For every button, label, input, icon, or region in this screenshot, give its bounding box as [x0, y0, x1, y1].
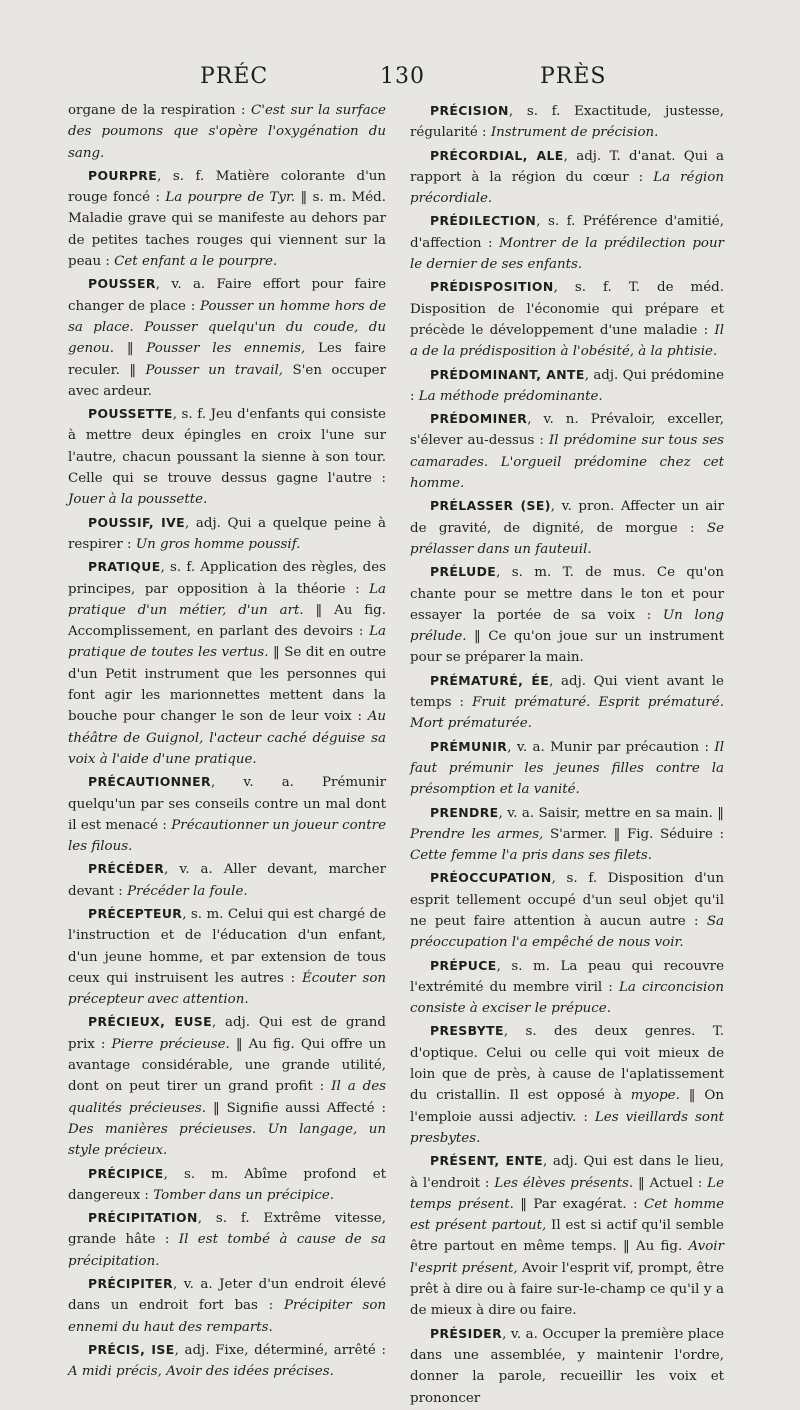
- dictionary-entry: [68, 903, 386, 1010]
- headword: PRÉDILECTION: [430, 213, 537, 229]
- headword: PRÉLASSER (SE): [430, 498, 551, 514]
- definition-text: Les faire reculer. ‖: [68, 341, 386, 378]
- example-text: La région précordiale.: [410, 169, 724, 207]
- left-column: [68, 100, 386, 1384]
- dictionary-entry: [68, 1339, 386, 1383]
- dictionary-entry: [68, 100, 386, 164]
- example-text: La méthode prédominante.: [418, 388, 603, 404]
- example-text: Le temps présent.: [410, 1175, 724, 1212]
- example-text: Cet homme est présent partout,: [410, 1196, 724, 1234]
- definition-text: Il est si actif qu'il semble être partout en même temps. ‖ Au fig.: [410, 1218, 724, 1255]
- example-text: Il a des qualités précieuses.: [68, 1079, 386, 1116]
- dictionary-entry: [410, 955, 724, 1020]
- example-text: Un gros homme poussif.: [135, 536, 301, 552]
- example-text: Prendre les armes,: [410, 826, 544, 842]
- headword: PRÉOCCUPATION: [430, 870, 552, 886]
- running-header: [0, 64, 800, 100]
- definition-text: , v. a. Faire effort pour faire changer de place :: [68, 277, 386, 314]
- example-text: Écouter son précepteur avec attention.: [68, 970, 386, 1008]
- headword: PRATIQUE: [88, 559, 161, 575]
- dictionary-entry: [410, 867, 724, 953]
- definition-text: , s. f. Exactitude, justesse, régularité :: [410, 104, 724, 141]
- page-number: 130: [380, 64, 425, 89]
- definition-text: , adj. Qui vient avant le temps :: [410, 673, 724, 711]
- definition-text: S'en occuper avec ardeur.: [68, 362, 386, 399]
- example-text: Des manières précieuses. Un langage, un style précieux.: [68, 1121, 386, 1159]
- example-text: Cet enfant a le pourpre.: [114, 254, 278, 270]
- example-text: Les élèves présents.: [494, 1175, 634, 1191]
- headword: PRÉMATURÉ, ÉE: [430, 672, 550, 688]
- dictionary-entry: [68, 1163, 386, 1207]
- dictionary-entry: [410, 1150, 724, 1321]
- example-text: Cette femme l'a pris dans ses filets.: [410, 848, 653, 864]
- example-text: Précéder la foule.: [127, 883, 248, 899]
- example-text: Pousser les ennemis,: [146, 341, 306, 357]
- headword: PRESBYTE: [430, 1023, 504, 1039]
- definition-text: , adj. Qui est de grand prix :: [68, 1015, 386, 1052]
- headword: PRÉCIEUX, EUSE: [88, 1014, 212, 1030]
- definition-text: ‖ On l'emploie aussi adjectiv. :: [410, 1088, 724, 1125]
- headword: PRÉCISION: [430, 103, 509, 118]
- definition-text: , s. m. La peau qui recouvre l'extrémité du membre viril :: [410, 958, 724, 995]
- definition-text: Avoir l'esprit vif, prompt, être prêt à dire ou à faire sur-le-champ ce qu'il y a de mieux à dire ou faire.: [410, 1260, 725, 1319]
- definition-text: ‖ Au fig. Qui offre un avantage considérable, une grande utilité, dont on peut tirer un grand profit :: [68, 1036, 386, 1095]
- definition-text: , adj. T. d'anat. Qui a rapport à la région du cœur :: [410, 148, 724, 185]
- definition-text: , v. a. Munir par précaution :: [507, 739, 715, 755]
- definition-text: , s. m. Celui qui est chargé de l'instruction et de l'éducation d'un enfant, d'un jeune homme, et par extension de tous ceux qui instruisent les autres :: [68, 906, 386, 986]
- example-text: La pratique de toutes les vertus.: [68, 624, 386, 661]
- headword: PRÉCIPITER: [88, 1276, 173, 1292]
- example-text: myope.: [630, 1088, 680, 1104]
- dictionary-entry: [410, 670, 724, 735]
- example-text: Il faut prémunir les jeunes filles contre la présomption et la vanité.: [410, 739, 724, 798]
- example-text: Tomber dans un précipice.: [153, 1187, 335, 1203]
- definition-text: , s. des deux genres. T. d'optique. Celui ou celle qui voit mieux de loin que de près, à cause de l'aplatissement du cristallin. Il est opposé à: [410, 1024, 724, 1104]
- dictionary-entry: [68, 1273, 386, 1338]
- dictionary-entry: [410, 364, 724, 408]
- example-text: Il est tombé à cause de sa précipitation.: [68, 1232, 386, 1269]
- example-text: A midi précis, Avoir des idées précises.: [68, 1364, 334, 1380]
- dictionary-entry: [68, 858, 386, 902]
- definition-text: ‖ Se dit en outre d'un Petit instrument que les personnes qui font agir les marionnettes mettent dans la bouche pour changer le son de leur voix :: [68, 645, 386, 725]
- dictionary-entry: [410, 561, 724, 668]
- headword: PRÉPUCE: [430, 957, 497, 973]
- definition-text: , v. pron. Affecter un air de gravité, de dignité, de morgue :: [410, 499, 724, 536]
- example-text: Pierre précieuse.: [111, 1036, 230, 1052]
- definition-text: ‖ s. m. Méd. Maladie grave qui se manifeste au dehors par de petites taches rouges qui viennent sur la peau :: [68, 190, 386, 270]
- headword: PRÉCEPTEUR: [88, 905, 183, 921]
- dictionary-entry: [410, 408, 724, 494]
- definition-text: , s. f. T. de méd. Disposition de l'économie qui prépare et précède le développement d'une maladie :: [410, 280, 724, 338]
- headword: POUSSER: [88, 276, 156, 292]
- example-text: Au théâtre de Guignol, l'acteur caché déguise sa voix à l'aide d'une pratique.: [68, 709, 386, 767]
- definition-text: , s. f. Matière colorante d'un rouge foncé :: [68, 168, 386, 206]
- example-text: Montrer de la prédilection pour le dernier de ses enfants.: [410, 235, 724, 273]
- dictionary-entry: [410, 210, 724, 275]
- definition-text: , s. m. T. de mus. Ce qu'on chante pour se mettre dans le ton et pour essayer la portée de sa voix :: [410, 565, 724, 623]
- definition-text: , s. m. Abîme profond et dangereux :: [68, 1166, 386, 1203]
- definition-text: ‖ Actuel :: [633, 1175, 708, 1191]
- example-text: Il prédomine sur tous ses camarades. L'orgueil prédomine chez cet homme.: [410, 433, 724, 492]
- definition-text: ‖ Par exagérat. :: [513, 1196, 644, 1212]
- dictionary-entry: [410, 1323, 724, 1409]
- headword: PRÉCIS, ISE: [88, 1341, 175, 1357]
- dictionary-entry: [410, 100, 724, 144]
- definition-text: , adj. Qui a quelque peine à respirer :: [68, 515, 386, 552]
- example-text: La pourpre de Tyr.: [165, 190, 296, 206]
- dictionary-entry: [68, 556, 386, 770]
- definition-text: , adj. Qui est dans le lieu, à l'endroit :: [410, 1154, 724, 1191]
- example-text: Se prélasser dans un fauteuil.: [410, 520, 724, 557]
- dictionary-entry: [410, 145, 724, 210]
- definition-text: S'armer. ‖ Fig. Séduire :: [543, 826, 724, 842]
- dictionary-entry: [68, 512, 386, 556]
- example-text: Pousser un travail,: [145, 362, 284, 378]
- definition-text: ‖ Au fig. Accomplissement, en parlant des devoirs :: [68, 602, 386, 640]
- definition-text: organe de la respiration :: [68, 103, 252, 118]
- example-text: C'est sur la surface des poumons que s'opère l'oxygénation du sang.: [68, 103, 386, 161]
- definition-text: , v. a. Saisir, mettre en sa main. ‖: [498, 805, 724, 821]
- definition-text: , v. a. Occuper la première place dans une assemblée, y maintenir l'ordre, donner la parole, recueillir les voix et prononcer: [410, 1326, 724, 1406]
- definition-text: , v. a. Aller devant, marcher devant :: [68, 862, 386, 899]
- headword: PRÉCIPICE: [88, 1165, 164, 1181]
- example-text: Les vieillards sont presbytes.: [410, 1109, 724, 1146]
- dictionary-entry: [68, 273, 386, 402]
- example-text: Avoir l'esprit présent,: [410, 1239, 724, 1276]
- definition-text: , s. f. Application des règles, des principes, par opposition à la théorie :: [68, 560, 386, 597]
- header-left-guideword: PRÉC: [200, 64, 269, 89]
- example-text: Jouer à la poussette.: [68, 492, 208, 508]
- example-text: Sa préoccupation l'a empêché de nous voir.: [410, 913, 724, 951]
- example-text: Pousser un homme hors de sa place. Pousser quelqu'un du coude, du genou.: [68, 298, 386, 357]
- definition-text: , s. f. Jeu d'enfants qui consiste à mettre deux épingles en croix l'une sur l'autre, chacun poussant la sienne à son tour. Celle qui se trouve dessus gagne l'autre :: [68, 407, 386, 487]
- dictionary-entry: [68, 403, 386, 510]
- example-text: Un long prélude.: [410, 607, 724, 645]
- headword: POUSSETTE: [88, 406, 173, 422]
- headword: PRÉSIDER: [430, 1325, 503, 1341]
- definition-text: ‖ Signifie aussi Affecté :: [206, 1100, 386, 1116]
- dictionary-entry: [410, 276, 724, 362]
- dictionary-entry: [68, 165, 386, 272]
- definition-text: , s. f. Préférence d'amitié, d'affection :: [410, 214, 724, 251]
- definition-text: , adj. Fixe, déterminé, arrêté :: [174, 1342, 386, 1358]
- header-right-guideword: PRÈS: [540, 64, 607, 89]
- headword: POURPRE: [88, 167, 158, 183]
- headword: PRÉDOMINANT, ANTE: [430, 366, 585, 382]
- dictionary-entry: [410, 802, 724, 867]
- dictionary-entry: [410, 736, 724, 801]
- headword: PRÉDISPOSITION: [430, 279, 554, 295]
- definition-text: , v. a. Prémunir quelqu'un par ses conseils contre un mal dont il est menacé :: [68, 775, 386, 833]
- definition-text: , s. f. Disposition d'un esprit tellement occupé d'un seul objet qu'il ne peut faire attention à aucun autre :: [410, 871, 724, 929]
- headword: PRENDRE: [430, 804, 499, 820]
- definition-text: , adj. Qui prédomine :: [410, 367, 724, 404]
- definition-text: , s. f. Extrême vitesse, grande hâte :: [68, 1211, 386, 1248]
- dictionary-entry: [410, 495, 724, 560]
- headword: POUSSIF, IVE: [88, 514, 185, 530]
- definition-text: ‖ Ce qu'on joue sur un instrument pour se préparer la main.: [410, 629, 724, 666]
- dictionary-entry: [68, 1011, 386, 1161]
- example-text: Il a de la prédisposition à l'obésité, à la phtisie.: [410, 322, 724, 360]
- dictionary-entry: [410, 1020, 724, 1149]
- example-text: La pratique d'un métier, d'un art.: [68, 581, 386, 618]
- headword: PRÉDOMINER: [430, 411, 528, 427]
- example-text: La circoncision consiste à exciser le prépuce.: [410, 979, 724, 1017]
- headword: PRÉMUNIR: [430, 738, 508, 754]
- headword: PRÉCORDIAL, ALE: [430, 147, 564, 163]
- headword: PRÉCAUTIONNER: [88, 774, 211, 790]
- example-text: Fruit prématuré. Esprit prématuré. Mort prématurée.: [410, 695, 724, 732]
- dictionary-entry: [68, 1207, 386, 1272]
- definition-text: ‖: [114, 341, 147, 357]
- example-text: Précautionner un joueur contre les filous.: [68, 817, 386, 855]
- right-column: [410, 100, 724, 1410]
- headword: PRÉSENT, ENTE: [430, 1153, 543, 1169]
- headword: PRÉLUDE: [430, 564, 497, 580]
- definition-text: , v. a. Jeter d'un endroit élevé dans un endroit fort bas :: [68, 1277, 386, 1314]
- definition-text: , v. n. Prévaloir, exceller, s'élever au-dessus :: [410, 412, 724, 449]
- example-text: Précipiter son ennemi du haut des remparts.: [68, 1298, 387, 1335]
- headword: PRÉCIPITATION: [88, 1210, 198, 1226]
- dictionary-entry: [68, 771, 386, 857]
- headword: PRÉCÉDER: [88, 861, 165, 877]
- example-text: Instrument de précision.: [490, 125, 659, 141]
